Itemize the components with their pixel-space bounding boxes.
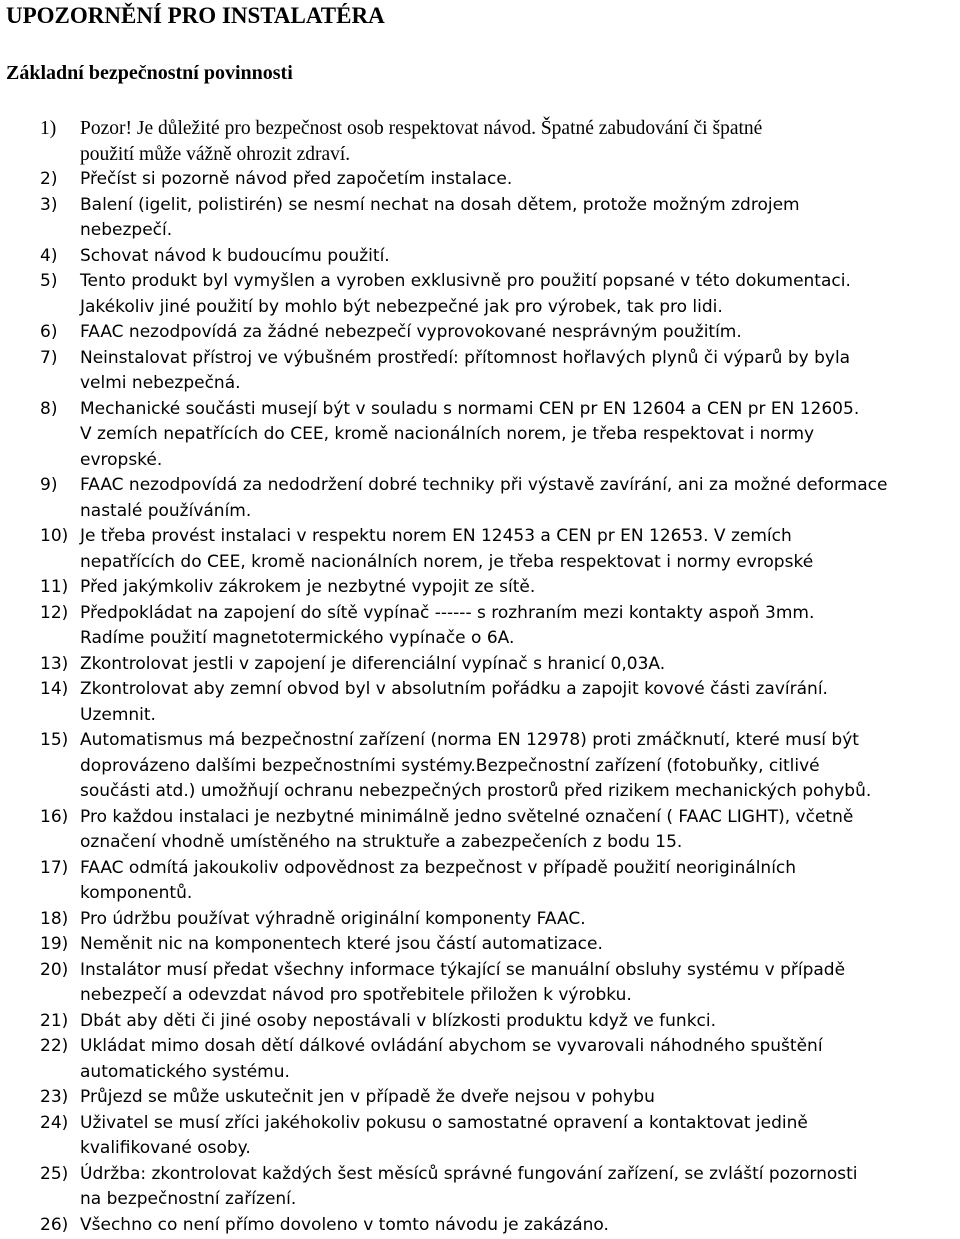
item-number: 15) xyxy=(40,730,69,750)
document-title: UPOZORNĚNÍ PRO INSTALATÉRA xyxy=(6,3,385,28)
item-text: Schovat návod k budoucímu použití. xyxy=(80,245,390,266)
list-item xyxy=(0,116,960,167)
item-text: Údržba: zkontrolovat každých šest měsíců správné fungování zařízení, se zvláští pozornosti na bezpečnostní zařízení. xyxy=(80,1163,858,1209)
item-text: Neinstalovat přístroj ve výbušném prostředí: přítomnost hořlavých plynů či výparů by byla velmi nebezpečná. xyxy=(80,347,851,393)
item-text: Ukládat mimo dosah dětí dálkové ovládání abychom se vyvarovali náhodného spuštění automatického systému. xyxy=(80,1036,823,1082)
list-item xyxy=(0,728,960,805)
item-number: 4) xyxy=(40,245,58,266)
item-text: Pro každou instalaci je nezbytné minimálně jedno světelné označení ( FAAC LIGHT), včetně označení vhodně umístěného na struktuře a zabezpečeních z bodu 15. xyxy=(80,806,854,852)
list-item xyxy=(0,805,960,856)
item-number: 26) xyxy=(40,1214,69,1235)
item-number: 24) xyxy=(40,1112,69,1133)
item-text: Dbát aby děti či jiné osoby nepostávali v blízkosti produktu když ve funkci. xyxy=(80,1010,717,1031)
item-number: 23) xyxy=(40,1087,69,1107)
item-text: Všechno co není přímo dovoleno v tomto návodu je zakázáno. xyxy=(80,1214,609,1235)
item-number: 16) xyxy=(40,806,69,827)
item-text: Pro údržbu používat výhradně originální komponenty FAAC. xyxy=(80,908,586,929)
list-item xyxy=(0,907,960,933)
item-number: 5) xyxy=(40,271,58,291)
item-number: 18) xyxy=(40,908,69,929)
safety-rules-list xyxy=(0,116,960,1238)
item-number: 20) xyxy=(40,959,69,980)
item-text: Balení (igelit, polistirén) se nesmí nechat na dosah dětem, protože možným zdrojem nebezpečí. xyxy=(80,194,800,240)
item-text: Neměnit nic na komponentech které jsou částí automatizace. xyxy=(80,934,603,954)
list-item xyxy=(0,320,960,346)
item-text: Je třeba provést instalaci v respektu norem EN 12453 a CEN pr EN 12653. V zemích nepatřících do CEE, kromě nacionálních norem, je třeba respektovat i normy evropské xyxy=(80,526,814,572)
item-text: Automatismus má bezpečnostní zařízení (norma EN 12978) proti zmáčknutí, které musí být doprovázeno dalšími bezpečnostními systémy.Bezpečnostní zařízení (fotobuňky, citlivé součásti atd.) umožňují ochranu nebezpečných prostorů před rizikem mechanických pohybů. xyxy=(80,730,872,801)
item-number: 22) xyxy=(40,1036,69,1056)
item-number: 7) xyxy=(40,347,58,368)
item-text: FAAC odmítá jakoukoliv odpovědnost za bezpečnost v případě použití neoriginálních komponentů. xyxy=(80,857,797,903)
list-item xyxy=(0,397,960,474)
item-number: 21) xyxy=(40,1010,69,1031)
item-number: 10) xyxy=(40,526,69,546)
list-item xyxy=(0,856,960,907)
list-item xyxy=(0,958,960,1009)
list-item xyxy=(0,652,960,678)
item-number: 11) xyxy=(40,577,69,597)
item-number: 2) xyxy=(40,169,58,189)
item-text: Tento produkt byl vymyšlen a vyroben exklusivně pro použití popsané v této dokumentaci. Jakékoliv jiné použití by mohlo být nebezpečné jak pro výrobek, tak pro lidi. xyxy=(80,271,851,317)
item-text: Zkontrolovat aby zemní obvod byl v absolutním pořádku a zapojit kovové části zavírání. Uzemnit. xyxy=(80,679,828,725)
list-item xyxy=(0,524,960,575)
item-text: Uživatel se musí zříci jakéhokoliv pokusu o samostatné opravení a kontaktovat jedině kvalifikované osoby. xyxy=(80,1112,808,1158)
section-subtitle: Základní bezpečnostní povinnosti xyxy=(6,62,293,84)
item-number: 9) xyxy=(40,475,58,495)
item-text: Přečíst si pozorně návod před započetím instalace. xyxy=(80,169,513,189)
item-number: 12) xyxy=(40,602,69,623)
item-text: Před jakýmkoliv zákrokem je nezbytné vypojit ze sítě. xyxy=(80,577,536,597)
item-text: Instalátor musí předat všechny informace týkající se manuální obsluhy systému v případě nebezpečí a odevzdat návod pro spotřebitele přiložen k výrobku. xyxy=(80,959,846,1005)
list-item xyxy=(0,1009,960,1035)
item-number: 3) xyxy=(40,194,58,215)
list-item xyxy=(0,346,960,397)
item-number: 8) xyxy=(40,398,58,419)
list-item xyxy=(0,601,960,652)
list-item xyxy=(0,575,960,601)
list-item xyxy=(0,269,960,320)
list-item xyxy=(0,244,960,270)
item-text: Předpokládat na zapojení do sítě vypínač ------ s rozhraním mezi kontakty aspoň 3mm. Radíme použití magnetotermického vypínače o 6A. xyxy=(80,602,815,648)
item-number: 17) xyxy=(40,857,69,878)
item-number: 6) xyxy=(40,322,58,342)
list-item xyxy=(0,473,960,524)
item-text: Zkontrolovat jestli v zapojení je diferenciální vypínač s hranicí 0,03A. xyxy=(80,653,666,674)
item-text: Mechanické součásti musejí být v souladu s normami CEN pr EN 12604 a CEN pr EN 12605. V zemích nepatřících do CEE, kromě nacionálních norem, je třeba respektovat i normy evropské. xyxy=(80,398,860,470)
item-text: FAAC nezodpovídá za nedodržení dobré techniky při výstavě zavírání, ani za možné deformace nastalé používáním. xyxy=(80,475,888,521)
item-number: 1) xyxy=(40,118,57,139)
item-number: 13) xyxy=(40,653,69,674)
item-number: 14) xyxy=(40,679,69,699)
list-item xyxy=(0,1213,960,1239)
list-item xyxy=(0,167,960,193)
list-item xyxy=(0,677,960,728)
list-item xyxy=(0,1034,960,1085)
item-text: FAAC nezodpovídá za žádné nebezpečí vyprovokované nesprávným použitím. xyxy=(80,322,742,342)
list-item xyxy=(0,1162,960,1213)
item-number: 19) xyxy=(40,934,69,954)
item-text: Pozor! Je důležité pro bezpečnost osob respektovat návod. Špatné zabudování či špatné použití může vážně ohrozit zdraví. xyxy=(80,118,763,165)
list-item xyxy=(0,1085,960,1111)
item-number: 25) xyxy=(40,1163,69,1184)
list-item xyxy=(0,932,960,958)
list-item xyxy=(0,193,960,244)
list-item xyxy=(0,1111,960,1162)
item-text: Průjezd se může uskutečnit jen v případě že dveře nejsou v pohybu xyxy=(80,1087,655,1107)
